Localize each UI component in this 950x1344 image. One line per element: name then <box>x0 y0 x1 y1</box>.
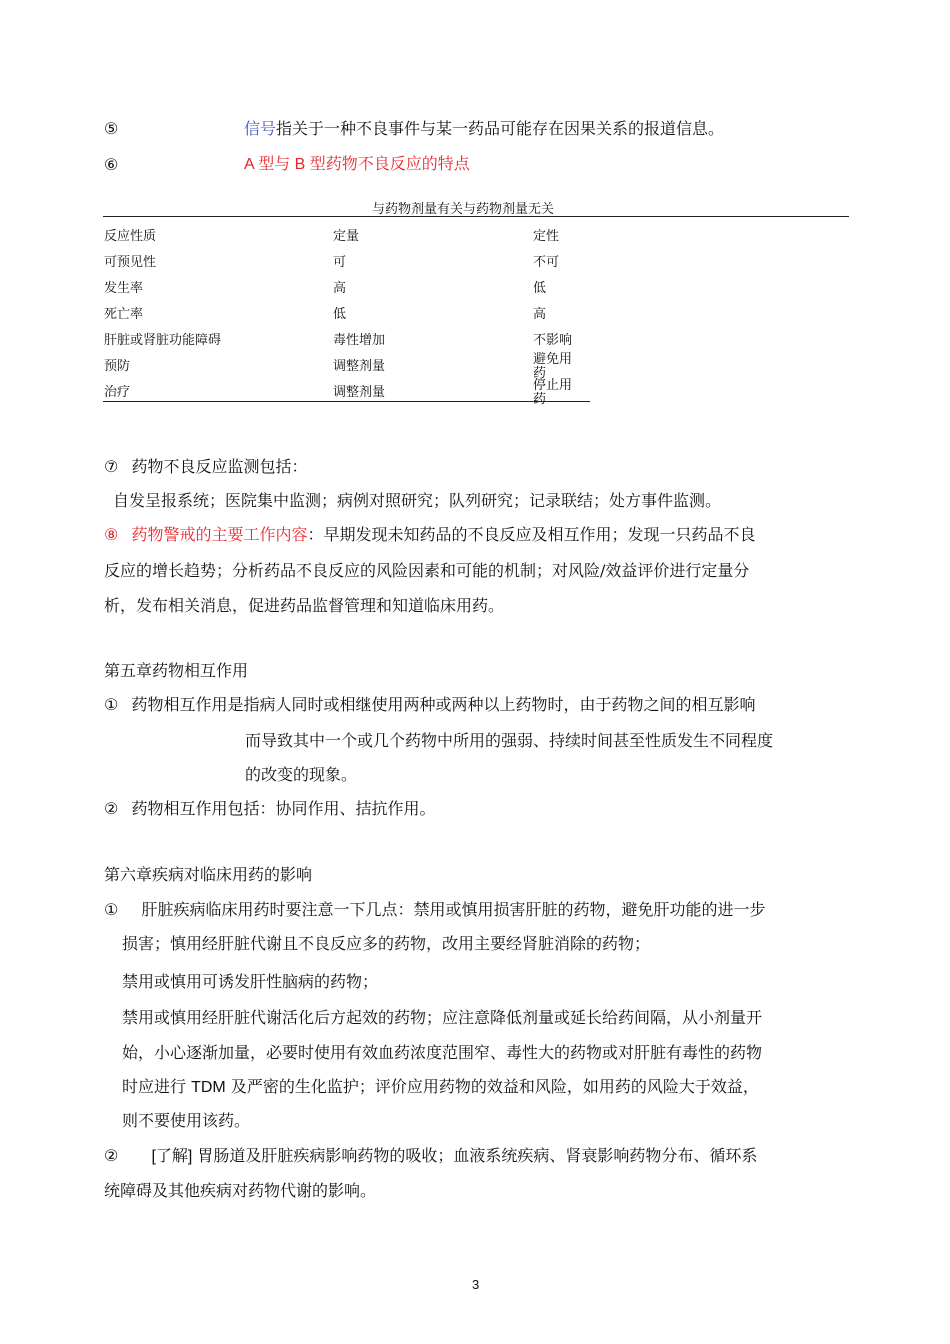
table-cell: 可预见性 <box>104 255 157 270</box>
table-cell: 调整剂量 <box>333 359 386 374</box>
ch5-item-1-line-3: 的改变的现象。 <box>245 765 358 784</box>
table-cell: 不影响 <box>533 333 573 348</box>
item-6-title: A 型与 B 型药物不良反应的特点 <box>244 156 470 173</box>
ch6-item-1-number: ① <box>104 900 119 919</box>
table-cell: 低 <box>333 307 347 322</box>
table-cell: 预防 <box>104 359 131 374</box>
ch6-item-1-line-3: 禁用或慎用可诱发肝性脑病的药物； <box>122 972 379 991</box>
table-cell: 死亡率 <box>104 307 144 322</box>
tdm-term: TDM <box>191 1079 226 1096</box>
table-cell: 反应性质 <box>104 229 157 244</box>
ch5-item-1-line-2: 而导致其中一个或几个药物中所用的强弱、持续时间甚至性质发生不同程度 <box>245 731 774 750</box>
table-caption: 与药物剂量有关与药物剂量无关 <box>372 202 555 217</box>
signal-term: 信号 <box>244 119 277 138</box>
item-5-content <box>244 119 724 139</box>
ch6-item-1-line-1: ① 肝脏疾病临床用药时要注意一下几点：禁用或慎用损害肝脏的药物，避免肝功能的进一步 <box>104 900 766 919</box>
ch6-item-1-line-2: 损害；慎用经肝脏代谢且不良反应多的药物，改用主要经肾脏消除的药物； <box>122 934 651 953</box>
ch6-item-1-line-5: 始，小心逐渐加量，必要时使用有效血药浓度范围窄、毒性大的药物或对肝脏有毒性的药物 <box>122 1043 763 1062</box>
ch6-item-1-line-7: 则不要使用该药。 <box>122 1111 251 1130</box>
item-7-number: ⑦ <box>104 457 119 476</box>
chapter-6-heading: 第六章疾病对临床用药的影响 <box>104 865 313 884</box>
item-8-number: ⑧ <box>104 525 119 544</box>
table-cell: 治疗 <box>104 385 131 400</box>
table-cell: 定量 <box>333 229 360 244</box>
understand-tag: [了解] <box>151 1148 193 1165</box>
item-8-line-1: ⑧ 药物警戒的主要工作内容：早期发现未知药品的不良反应及相互作用；发现一只药品不良 <box>104 525 756 544</box>
table-bottom-rule <box>103 401 590 402</box>
item-5 <box>104 119 118 139</box>
table-cell: 定性 <box>533 229 560 244</box>
table-cell: 发生率 <box>104 281 144 296</box>
ch6-item-1-line-6: 时应进行 TDM 及严密的生化监护；评价应用药物的效益和风险，如用药的风险大于效益， <box>122 1077 759 1096</box>
item-7 <box>104 457 307 477</box>
ch6-item-2-line-1: ② [了解] 胃肠道及肝脏疾病影响药物的吸收；血液系统疾病、肾衰影响药物分布、循环系 <box>104 1146 758 1165</box>
ch6-item-1-line-4: 禁用或慎用经肝脏代谢活化后方起效的药物；应注意降低剂量或延长给药间隔，从小剂量开 <box>122 1008 763 1027</box>
ch5-item-2: ② 药物相互作用包括：协同作用、拮抗作用。 <box>104 799 436 818</box>
item-7-detail: 自发呈报系统；医院集中监测；病例对照研究；队列研究；记录联结；处方事件监测。 <box>113 491 722 510</box>
table-cell: 高 <box>333 281 347 296</box>
item-8-line-3: 析，发布相关消息，促进药品监督管理和知道临床用药。 <box>104 596 505 615</box>
table-cell: 毒性增加 <box>333 333 386 348</box>
table-cell-clipped: 停止用药 <box>533 378 573 407</box>
ch5-item-1-line-1: ① 药物相互作用是指病人同时或相继使用两种或两种以上药物时，由于药物之间的相互影响 <box>104 695 756 714</box>
table-cell: 不可 <box>533 255 560 270</box>
signal-definition: 指关于一种不良事件与某一药品可能存在因果关系的报道信息。 <box>276 119 725 138</box>
ch5-item-2-number: ② <box>104 799 119 818</box>
ch5-item-1-number: ① <box>104 695 119 714</box>
item-8-line-2: 反应的增长趋势；分析药品不良反应的风险因素和可能的机制；对风险/效益评价进行定量分 <box>104 561 750 580</box>
table-cell-clipped: 避免用药 <box>533 352 573 381</box>
table-cell: 可 <box>333 255 347 270</box>
table-cell: 肝脏或肾脏功能障碍 <box>104 333 222 348</box>
page-number: 3 <box>472 1277 480 1292</box>
table-cell: 低 <box>533 281 547 296</box>
table-cell: 调整剂量 <box>333 385 386 400</box>
ch6-item-2-line-2: 统障碍及其他疾病对药物代谢的影响。 <box>104 1181 377 1200</box>
table-top-rule <box>103 216 849 217</box>
item-6-number: ⑥ <box>104 155 119 174</box>
item-5-number: ⑤ <box>104 119 119 138</box>
ch6-item-2-number: ② <box>104 1146 119 1165</box>
chapter-5-heading: 第五章药物相互作用 <box>104 661 249 680</box>
table-cell: 高 <box>533 307 547 322</box>
item-7-text: 药物不良反应监测包括： <box>131 457 308 476</box>
pharmacovigilance-term: 药物警戒的主要工作内容 <box>131 525 308 544</box>
